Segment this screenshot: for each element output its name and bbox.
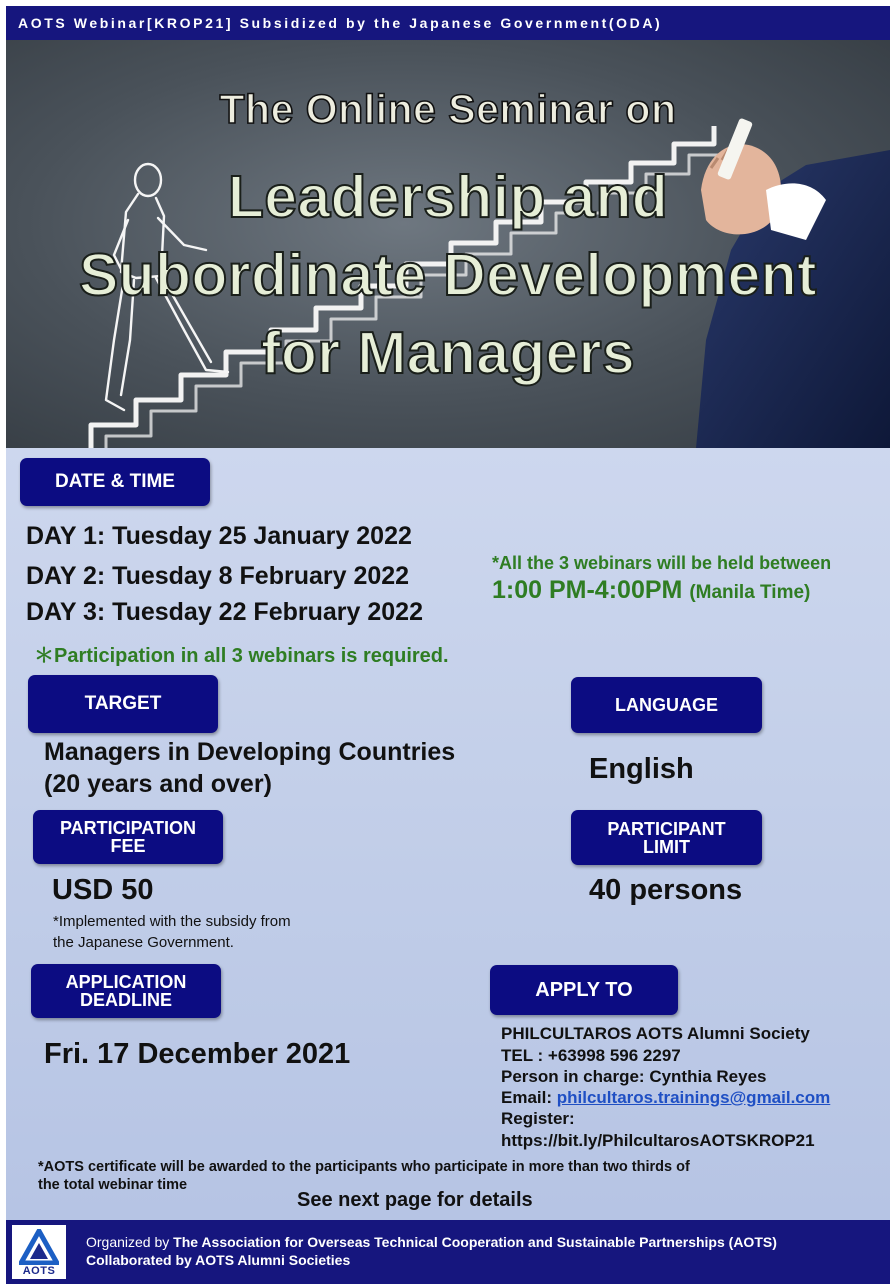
participation-fee-tag (33, 810, 223, 864)
required-note: ＊Participation in all 3 webinars is required. (34, 645, 449, 667)
hero-subtitle: The Online Seminar on (219, 86, 677, 132)
date-time-tag (20, 458, 210, 506)
apply-register-label: Register: (501, 1109, 575, 1128)
apply-register-url[interactable]: https://bit.ly/PhilcultarosAOTSKROP21 (501, 1131, 815, 1150)
deadline-label-line-1: APPLICATION (65, 972, 187, 992)
certificate-note-line-1: *AOTS certificate will be awarded to the participants who participate in more than two thirds of (38, 1159, 690, 1175)
footer (6, 1220, 890, 1284)
organized-by-label: Organized by (86, 1234, 174, 1250)
hero-title-line-1: Leadership and (227, 164, 669, 230)
apply-to-tag (490, 965, 678, 1015)
date-time-label: DATE & TIME (55, 471, 175, 492)
aots-logo (12, 1225, 66, 1279)
fee-label-line-1: PARTICIPATION (60, 818, 196, 838)
limit-label-line-1: PARTICIPANT (607, 818, 726, 839)
day-3-text: DAY 3: Tuesday 22 February 2022 (26, 598, 423, 626)
language-label: LANGUAGE (615, 695, 718, 715)
top-banner-text: AOTS Webinar[KROP21] Subsidized by the Japanese Government(ODA) (18, 15, 663, 31)
limit-label-line-2: LIMIT (643, 836, 690, 857)
application-deadline-tag (31, 964, 221, 1018)
fee-label-line-2: FEE (110, 836, 146, 856)
apply-email-link[interactable]: philcultaros.trainings@gmail.com (556, 1088, 831, 1107)
fee-note-line-2: the Japanese Government. (53, 934, 234, 951)
schedule-timezone: (Manila Time) (689, 582, 811, 603)
hero-title-line-3: for Managers (260, 320, 636, 386)
schedule-note: *All the 3 webinars will be held between (492, 553, 832, 573)
target-label: TARGET (84, 693, 162, 714)
logo-text: AOTS (22, 1265, 56, 1277)
organized-by-line (86, 1234, 777, 1250)
hero-title-line-2: Subordinate Development (79, 242, 817, 308)
schedule-time: 1:00 PM-4:00PM (492, 576, 683, 604)
aots-logo-icon (19, 1229, 59, 1265)
participant-limit-tag (571, 810, 762, 865)
apply-person: Person in charge: Cynthia Reyes (501, 1067, 767, 1086)
day-1-text: DAY 1: Tuesday 25 January 2022 (26, 522, 412, 550)
target-line-1: Managers in Developing Countries (44, 738, 456, 766)
hero-banner (6, 40, 890, 448)
collaborated-by-line: Collaborated by AOTS Alumni Societies (86, 1252, 351, 1268)
target-line-2: (20 years and over) (44, 770, 272, 798)
certificate-note-line-2: the total webinar time (38, 1177, 188, 1193)
apply-tel: TEL : +63998 596 2297 (501, 1046, 681, 1065)
target-tag (28, 675, 218, 733)
limit-value: 40 persons (589, 874, 743, 906)
language-value: English (589, 753, 694, 785)
schedule-time-line (492, 576, 810, 605)
fee-value: USD 50 (52, 874, 154, 906)
apply-email-line (501, 1088, 830, 1108)
apply-org: PHILCULTAROS AOTS Alumni Society (501, 1024, 810, 1043)
top-banner (6, 6, 890, 40)
apply-email-label: Email: (501, 1088, 557, 1107)
fee-note-line-1: *Implemented with the subsidy from (53, 913, 291, 930)
day-2-text: DAY 2: Tuesday 8 February 2022 (26, 562, 410, 590)
see-next-page: See next page for details (297, 1189, 533, 1211)
deadline-value: Fri. 17 December 2021 (44, 1038, 351, 1070)
language-tag (571, 677, 762, 733)
deadline-label-line-2: DEADLINE (79, 990, 172, 1010)
organizer-name: The Association for Overseas Technical Cooperation and Sustainable Partnerships (AOTS) (173, 1234, 777, 1250)
apply-to-label: APPLY TO (535, 979, 633, 1001)
